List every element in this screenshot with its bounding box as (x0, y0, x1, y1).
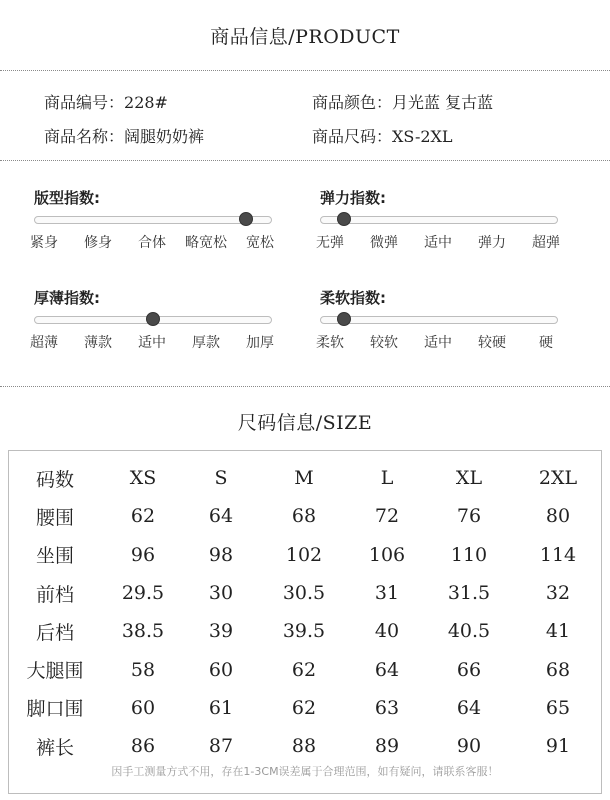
tick-label: 较硬 (478, 335, 506, 351)
table-cell: 63 (374, 696, 400, 719)
softness-index-title: 柔软指数: (320, 289, 386, 307)
product-code (44, 90, 168, 113)
table-cell: 80 (545, 505, 571, 528)
table-cell: 102 (285, 543, 323, 566)
header-cell: 2XL (538, 467, 578, 490)
product-color-label: 商品颜色： (312, 93, 393, 112)
table-row (9, 727, 601, 765)
table-cell: 86 (130, 735, 156, 758)
table-cell: 64 (456, 696, 482, 719)
table-cell: 39.5 (282, 620, 326, 643)
elasticity-index-knob (337, 212, 351, 226)
table-cell: 62 (291, 696, 317, 719)
tick-label: 柔软 (316, 335, 344, 351)
table-cell: 60 (130, 696, 156, 719)
table-row (9, 497, 601, 535)
elasticity-index-title: 弹力指数: (320, 189, 386, 207)
table-cell: 106 (368, 543, 406, 566)
table-cell: 65 (545, 696, 571, 719)
tick-label: 超弹 (532, 235, 560, 251)
elasticity-index-track (320, 216, 558, 224)
table-cell: 29.5 (121, 582, 165, 605)
fit-index-title: 版型指数: (34, 189, 100, 207)
table-cell: 62 (291, 658, 317, 681)
table-cell: 60 (208, 658, 234, 681)
table-cell: 76 (456, 505, 482, 528)
table-cell: 30.5 (282, 582, 326, 605)
tick-label: 超薄 (30, 335, 58, 351)
header-cell: S (214, 467, 228, 490)
table-cell: 40 (374, 620, 400, 643)
product-name-label: 商品名称： (44, 127, 125, 146)
softness-index-knob (337, 312, 351, 326)
table-cell: 68 (291, 505, 317, 528)
product-name (44, 124, 204, 147)
tick-label: 弹力 (478, 235, 506, 251)
table-cell: 89 (374, 735, 400, 758)
row-label: 坐围 (35, 545, 74, 568)
header-cell: XL (455, 467, 483, 490)
table-cell: 61 (208, 696, 234, 719)
table-cell: 38.5 (121, 620, 165, 643)
divider (0, 160, 610, 161)
table-cell: 64 (208, 505, 234, 528)
table-cell: 32 (545, 582, 571, 605)
product-name-value: 阔腿奶奶裤 (124, 127, 205, 146)
tick-label: 略宽松 (185, 235, 227, 251)
tick-label: 宽松 (246, 235, 274, 251)
tick-label: 厚款 (192, 335, 220, 351)
table-row (9, 612, 601, 650)
fit-index (30, 188, 274, 251)
row-label: 脚口围 (26, 698, 84, 721)
softness-index-track (320, 316, 558, 324)
table-cell: 98 (208, 543, 234, 566)
table-cell: 87 (208, 735, 234, 758)
product-color-value: 月光蓝 复古蓝 (392, 93, 494, 112)
header-cell: M (294, 467, 314, 490)
thickness-index (30, 288, 274, 351)
tick-label: 适中 (138, 335, 166, 351)
product-size-label: 商品尺码： (312, 127, 393, 146)
table-cell: 39 (208, 620, 234, 643)
header-cell: XS (129, 467, 157, 490)
divider (0, 386, 610, 387)
table-header-row (9, 459, 601, 497)
table-cell: 110 (450, 543, 488, 566)
table-cell: 58 (130, 658, 156, 681)
product-size-value: XS-2XL (392, 127, 453, 146)
table-cell: 40.5 (447, 620, 491, 643)
thickness-index-ticks (30, 332, 274, 352)
product-color (312, 90, 493, 113)
table-cell: 66 (456, 658, 482, 681)
product-size (312, 124, 453, 147)
tick-label: 合体 (138, 235, 166, 251)
thickness-index-knob (146, 312, 160, 326)
tick-label: 较软 (370, 335, 398, 351)
tick-label: 加厚 (246, 335, 274, 351)
table-cell: 68 (545, 658, 571, 681)
divider (0, 70, 610, 71)
row-label: 裤长 (35, 736, 74, 759)
elasticity-index-ticks (316, 232, 560, 252)
tick-label: 硬 (539, 335, 553, 351)
row-label: 腰围 (35, 506, 74, 529)
tick-label: 适中 (424, 235, 452, 251)
header-cell: 码数 (35, 468, 74, 491)
tick-label: 微弹 (370, 235, 398, 251)
tick-label: 薄款 (84, 335, 112, 351)
row-label: 后档 (35, 621, 74, 644)
row-label: 前档 (35, 583, 74, 606)
size-table-box (8, 450, 602, 794)
table-cell: 30 (208, 582, 234, 605)
tick-label: 紧身 (30, 235, 58, 251)
table-row (9, 689, 601, 727)
table-row (9, 650, 601, 688)
table-cell: 91 (545, 735, 571, 758)
fit-index-ticks (30, 232, 274, 252)
tick-label: 适中 (424, 335, 452, 351)
fit-index-knob (239, 212, 253, 226)
table-row (9, 574, 601, 612)
size-section-title: 尺码信息/SIZE (237, 412, 373, 434)
table-cell: 90 (456, 735, 482, 758)
elasticity-index (316, 188, 560, 251)
table-cell: 88 (291, 735, 317, 758)
softness-index-ticks (316, 332, 556, 352)
measurement-note: 因手工测量方式不用，存在1-3CM误差属于合理范围，如有疑问，请联系客服！ (111, 765, 499, 778)
product-section-title: 商品信息/PRODUCT (210, 26, 400, 48)
table-row (9, 536, 601, 574)
softness-index (316, 288, 560, 351)
size-table (9, 459, 601, 765)
tick-label: 修身 (84, 235, 112, 251)
product-code-label: 商品编号： (44, 93, 125, 112)
product-code-value: 228# (124, 93, 168, 112)
header-cell: L (380, 467, 394, 490)
table-cell: 62 (130, 505, 156, 528)
table-cell: 41 (545, 620, 571, 643)
table-cell: 64 (374, 658, 400, 681)
table-cell: 31.5 (447, 582, 491, 605)
table-cell: 31 (374, 582, 400, 605)
table-cell: 72 (374, 505, 400, 528)
row-label: 大腿围 (26, 660, 84, 683)
table-cell: 96 (130, 543, 156, 566)
tick-label: 无弹 (316, 235, 344, 251)
thickness-index-title: 厚薄指数: (34, 289, 100, 307)
fit-index-track (34, 216, 272, 224)
table-cell: 114 (539, 543, 577, 566)
